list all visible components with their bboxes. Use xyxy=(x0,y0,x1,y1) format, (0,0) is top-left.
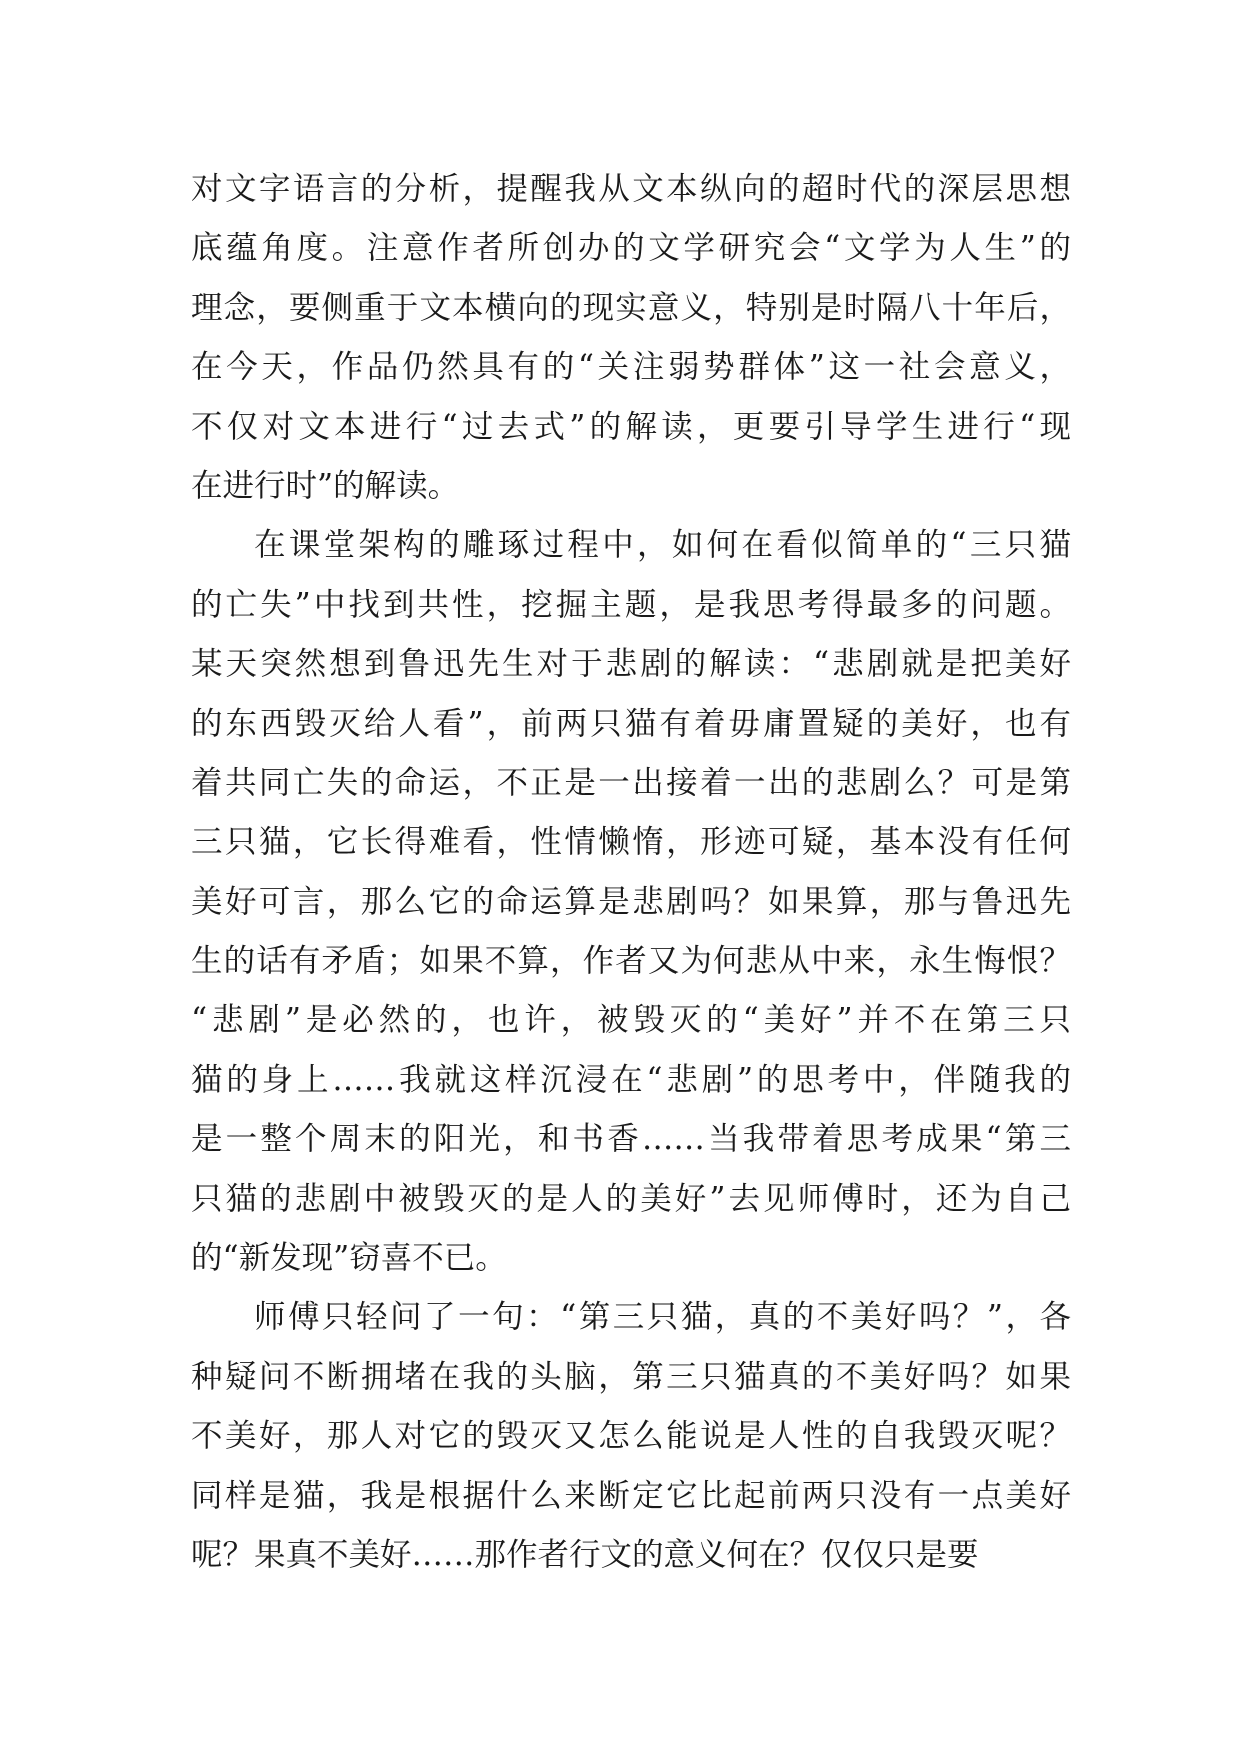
text-line: 同样是猫，我是根据什么来断定它比起前两只没有一点美好 xyxy=(191,1477,1071,1514)
text-line: 师傅只轻问了一句：“第三只猫，真的不美好吗？”，各 xyxy=(254,1299,1071,1336)
text-line: 生的话有矛盾；如果不算，作者又为何悲从中来，永生悔恨？ xyxy=(191,943,1071,980)
paragraph xyxy=(191,516,1071,1288)
paragraph xyxy=(191,160,1071,516)
text-line: 的东西毁灭给人看”，前两只猫有着毋庸置疑的美好，也有 xyxy=(191,705,1071,742)
text-line: 着共同亡失的命运，不正是一出接着一出的悲剧么？可是第 xyxy=(191,764,1071,801)
text-line: 在进行时”的解读。 xyxy=(191,467,460,504)
text-line: 美好可言，那么它的命运算是悲剧吗？如果算，那与鲁迅先 xyxy=(191,883,1071,920)
text-line: 三只猫，它长得难看，性情懒惰，形迹可疑，基本没有任何 xyxy=(191,824,1071,861)
paragraph xyxy=(191,1288,1071,1585)
text-line: 在今天，作品仍然具有的“关注弱势群体”这一社会意义， xyxy=(191,349,1071,386)
text-line: 只猫的悲剧中被毁灭的是人的美好”去见师傅时，还为自己 xyxy=(191,1180,1071,1217)
text-line: 理念，要侧重于文本横向的现实意义，特别是时隔八十年后， xyxy=(191,289,1071,326)
text-line: 底蕴角度。注意作者所创办的文学研究会“文学为人生”的 xyxy=(191,230,1071,267)
text-line: 在课堂架构的雕琢过程中，如何在看似简单的“三只猫 xyxy=(254,527,1071,564)
text-line: “悲剧”是必然的，也许，被毁灭的“美好”并不在第三只 xyxy=(191,1002,1071,1039)
text-line: 不美好，那人对它的毁灭又怎么能说是人性的自我毁灭呢？ xyxy=(191,1418,1071,1455)
text-line: 某天突然想到鲁迅先生对于悲剧的解读：“悲剧就是把美好 xyxy=(191,646,1071,683)
text-line: 的亡失”中找到共性，挖掘主题，是我思考得最多的问题。 xyxy=(191,586,1071,623)
text-line: 的“新发现”窃喜不已。 xyxy=(191,1240,507,1277)
text-line: 不仅对文本进行“过去式”的解读，更要引导学生进行“现 xyxy=(191,408,1071,445)
text-line: 是一整个周末的阳光，和书香……当我带着思考成果“第三 xyxy=(191,1121,1071,1158)
text-line: 猫的身上……我就这样沉浸在“悲剧”的思考中，伴随我的 xyxy=(191,1061,1071,1098)
document-body xyxy=(191,160,1071,1585)
text-line: 对文字语言的分析，提醒我从文本纵向的超时代的深层思想 xyxy=(191,171,1071,207)
text-line: 种疑问不断拥堵在我的头脑，第三只猫真的不美好吗？如果 xyxy=(191,1358,1071,1395)
text-line: 呢？果真不美好……那作者行文的意义何在？仅仅只是要 xyxy=(191,1536,979,1573)
